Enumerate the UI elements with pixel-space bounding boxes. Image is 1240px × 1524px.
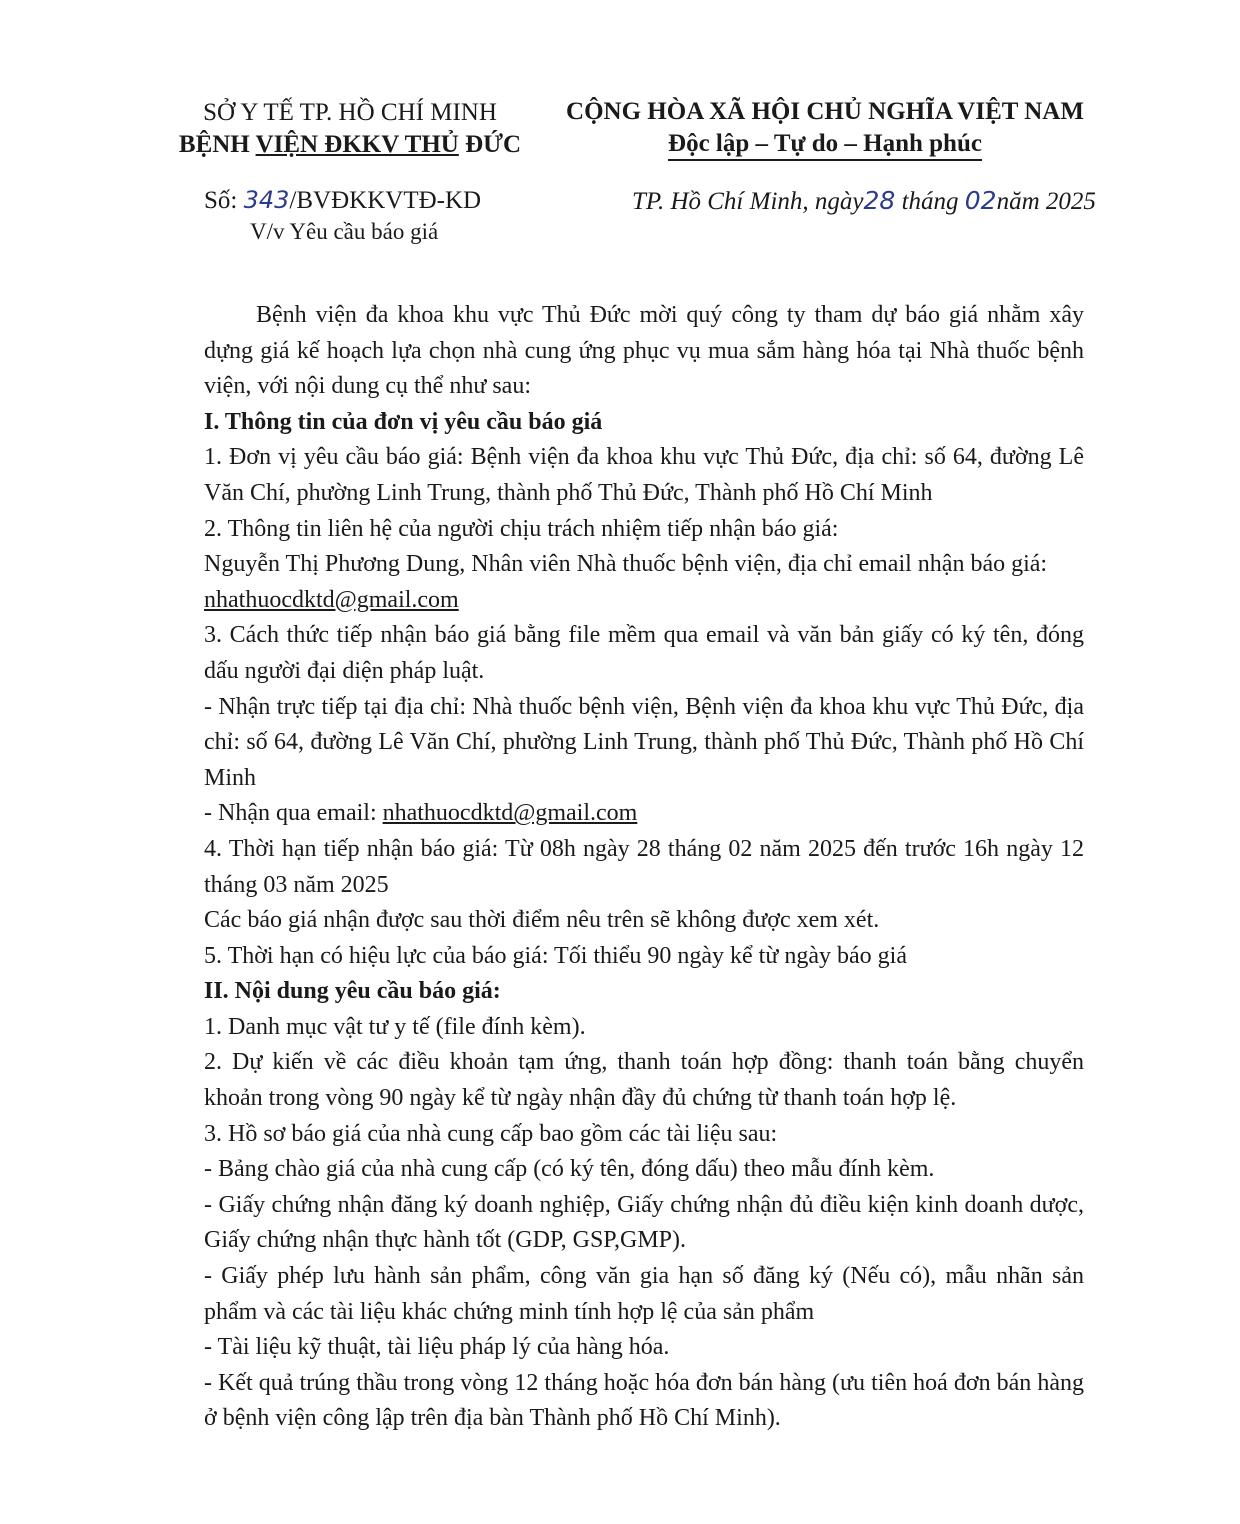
s1-direct-delivery: - Nhận trực tiếp tại địa chỉ: Nhà thuốc bệnh viện, Bệnh viện đa khoa khu vực Thủ Đức, địa chỉ: số 64, đường Lê Văn Chí, phường Linh Trung, thành phố Thủ Đức, Thành phố Hồ Chí Minh xyxy=(204,693,1084,791)
delivery-email-link[interactable]: nhathuocdktd@gmail.com xyxy=(382,800,638,827)
s2-item-2: 2. Dự kiến về các điều khoản tạm ứng, thanh toán hợp đồng: thanh toán bằng chuyển khoản trong vòng 90 ngày kể từ ngày nhận đầy đủ chứng từ thanh toán hợp lệ. xyxy=(204,1049,1084,1112)
s2-item-1: 1. Danh mục vật tư y tế (file đính kèm). xyxy=(204,1013,586,1040)
s1-item-2: 2. Thông tin liên hệ của người chịu trách nhiệm tiếp nhận báo giá: xyxy=(204,515,839,542)
intro-paragraph: Bệnh viện đa khoa khu vực Thủ Đức mời quý công ty tham dự báo giá nhằm xây dựng giá kế hoạch lựa chọn nhà cung ứng phục vụ mua sắm hàng hóa tại Nhà thuốc bệnh viện, với nội dung cụ thể như sau: xyxy=(204,302,1084,400)
s2-item-3: 3. Hồ sơ báo giá của nhà cung cấp bao gồm các tài liệu sau: xyxy=(204,1120,778,1147)
date-year: năm 2025 xyxy=(996,188,1096,215)
s1-item-3: 3. Cách thức tiếp nhận báo giá bằng file mềm qua email và văn bản giấy có ký tên, đóng dấu người đại diện pháp luật. xyxy=(204,622,1084,684)
document-body xyxy=(204,298,1084,1437)
s1-item-1: 1. Đơn vị yêu cầu báo giá: Bệnh viện đa khoa khu vực Thủ Đức, địa chỉ: số 64, đường Lê Văn Chí, phường Linh Trung, thành phố Thủ Đức, Thành phố Hồ Chí Minh xyxy=(204,444,1084,506)
so-number-handwritten: 343 xyxy=(243,186,290,214)
department-name: SỞ Y TẾ TP. HỒ CHÍ MINH xyxy=(203,99,497,126)
so-label: Số: xyxy=(204,187,238,214)
document-date xyxy=(632,186,1096,216)
so-code: /BVĐKKVTĐ-KD xyxy=(289,187,482,214)
date-day-handwritten: 28 xyxy=(863,186,896,215)
s1-email-delivery xyxy=(204,796,1084,832)
s2-bullet-5: - Kết quả trúng thầu trong vòng 12 tháng hoặc hóa đơn bán hàng (ưu tiên hoá đơn bán hàng ở bệnh viện công lập trên địa bàn Thành phố Hồ Chí Minh). xyxy=(204,1369,1084,1432)
contact-email-link[interactable]: nhathuocdktd@gmail.com xyxy=(204,586,459,613)
date-prefix: TP. Hồ Chí Minh, ngày xyxy=(632,188,864,215)
section-1-heading: I. Thông tin của đơn vị yêu cầu báo giá xyxy=(204,408,603,435)
s2-bullet-2: - Giấy chứng nhận đăng ký doanh nghiệp, Giấy chứng nhận đủ điều kiện kinh doanh dược, Giấy chứng nhận thực hành tốt (GDP, GSP,GMP). xyxy=(204,1191,1084,1254)
date-month-label: tháng xyxy=(901,188,959,215)
document-subject: V/v Yêu cầu báo giá xyxy=(250,219,439,244)
issuer-header xyxy=(170,97,530,161)
hospital-name xyxy=(170,129,530,161)
national-motto: Độc lập – Tự do – Hạnh phúc xyxy=(668,129,982,161)
hospital-name-post: ĐỨC xyxy=(458,131,522,158)
s2-bullet-1: - Bảng chào giá của nhà cung cấp (có ký tên, đóng dấu) theo mẫu đính kèm. xyxy=(204,1156,935,1183)
section-2-heading: II. Nội dung yêu cầu báo giá: xyxy=(204,978,501,1005)
s1-email-line xyxy=(204,583,1084,619)
s1-item-4: 4. Thời hạn tiếp nhận báo giá: Từ 08h ngày 28 tháng 02 năm 2025 đến trước 16h ngày 12 tháng 03 năm 2025 xyxy=(204,835,1084,898)
s1-contact: Nguyễn Thị Phương Dung, Nhân viên Nhà thuốc bệnh viện, địa chỉ email nhận báo giá: xyxy=(204,551,1048,578)
national-header xyxy=(555,96,1095,161)
s1-item-5: 5. Thời hạn có hiệu lực của báo giá: Tối thiểu 90 ngày kể từ ngày báo giá xyxy=(204,942,907,969)
national-title: CỘNG HÒA XÃ HỘI CHỦ NGHĨA VIỆT NAM xyxy=(566,98,1084,125)
s2-bullet-4: - Tài liệu kỹ thuật, tài liệu pháp lý của hàng hóa. xyxy=(204,1334,670,1361)
email-delivery-label: - Nhận qua email: xyxy=(204,800,383,827)
date-month-handwritten: 02 xyxy=(964,186,997,215)
s2-bullet-3: - Giấy phép lưu hành sản phẩm, công văn gia hạn số đăng ký (Nếu có), mẫu nhãn sản phẩm và các tài liệu khác chứng minh tính hợp lệ của sản phẩm xyxy=(204,1263,1084,1325)
document-number xyxy=(204,186,481,215)
hospital-name-underlined: VIỆN ĐKKV THỦ xyxy=(255,131,459,158)
hospital-name-pre: BỆNH xyxy=(178,131,256,158)
s1-late-notice: Các báo giá nhận được sau thời điểm nêu trên sẽ không được xem xét. xyxy=(204,907,880,934)
